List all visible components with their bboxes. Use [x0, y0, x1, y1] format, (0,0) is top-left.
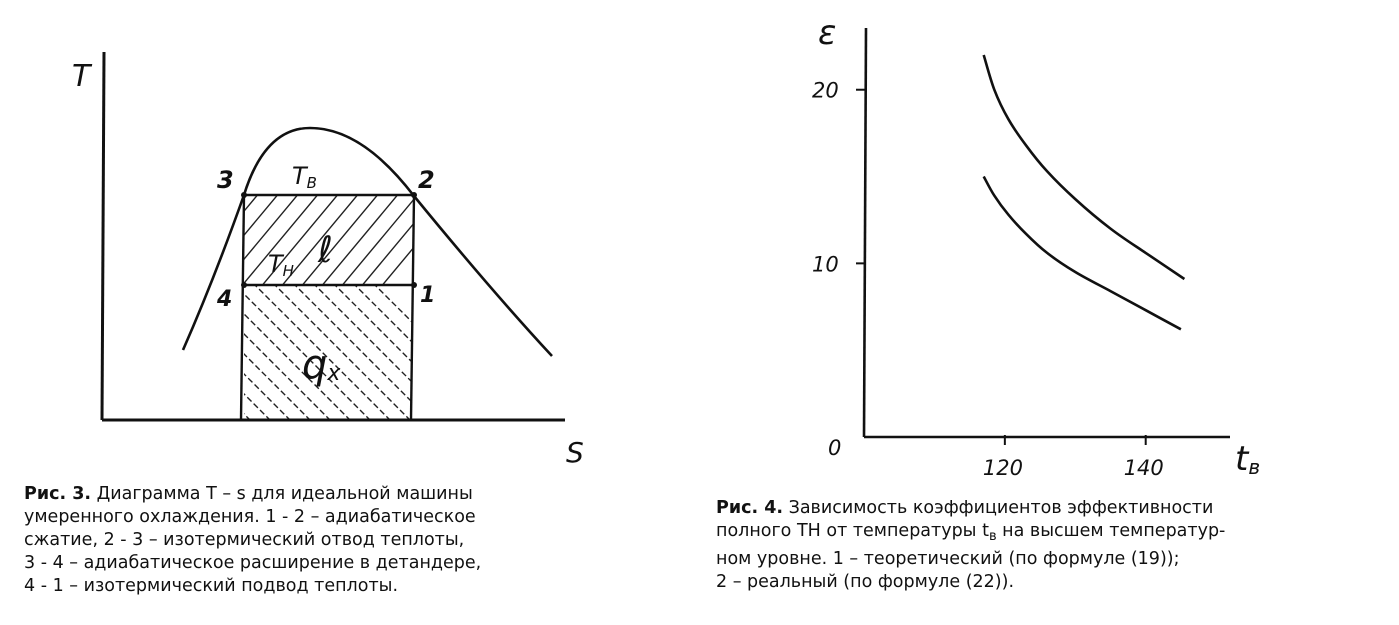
figure-4-caption-line-4: 2 – реальный (по формуле (22)).	[716, 572, 1015, 592]
chart-x-axis-label: tв	[1235, 439, 1261, 479]
y-tick-label-2: 0	[828, 436, 842, 460]
point-3-label: 3	[217, 166, 234, 194]
lower-temperature-label: ТН	[268, 250, 294, 280]
figure-4-caption-subscript: в	[988, 529, 997, 544]
y-tick-label-1: 10	[812, 252, 839, 277]
figure-4-caption-prefix: Рис. 4.	[716, 498, 784, 518]
x-tick-label-0: 120	[982, 456, 1023, 480]
saturation-dome	[183, 128, 552, 356]
point-1-label: 1	[420, 283, 436, 308]
series-line-1	[984, 55, 1185, 279]
upper-temperature-label: ТВ	[292, 162, 317, 192]
point-4-marker	[241, 282, 247, 288]
x-tick-label-1: 140	[1123, 456, 1164, 480]
figure-4-caption	[716, 497, 1366, 594]
y-tick-label-0: 20	[812, 78, 839, 103]
figure-3-caption-line-2: умеренного охлаждения. 1 - 2 – адиабатическое	[24, 507, 476, 527]
figure-3-caption-text-1: Диаграмма T – s для идеальной машины	[91, 484, 473, 504]
figure-3-caption-line-4: 3 - 4 – адиабатическое расширение в детандере,	[24, 553, 482, 573]
series-line-2	[984, 177, 1181, 330]
figure-4-caption-text-2a: полного ТН от температуры t	[716, 521, 989, 541]
heat-label: qх	[302, 342, 341, 388]
figure-3-caption-line-3: сжатие, 2 - 3 – изотермический отвод теплоты,	[24, 530, 465, 550]
work-label: ℓ	[318, 230, 333, 271]
point-2-label: 2	[418, 166, 435, 194]
ts-diagram	[72, 52, 584, 469]
chart-y-axis-label: ε	[818, 13, 837, 53]
figure-3-caption-line-1	[24, 483, 599, 506]
point-3-marker	[241, 192, 247, 198]
point-2-marker	[411, 192, 417, 198]
work-region-hatch	[150, 180, 470, 300]
figure-4-caption-line-3: ном уровне. 1 – теоретический (по формуле (19));	[716, 549, 1180, 569]
figure-3-caption	[24, 483, 599, 598]
ts-y-axis-label: T	[72, 59, 91, 94]
ts-x-axis-label: S	[566, 436, 584, 469]
figure-4-caption-text-1: Зависимость коэффициентов эффективности	[783, 498, 1214, 518]
figure-3-caption-prefix: Рис. 3.	[24, 484, 92, 504]
figure-3-caption-line-5: 4 - 1 – изотермический подвод теплоты.	[24, 576, 399, 596]
point-1-marker	[411, 282, 417, 288]
adiabat-1-2	[411, 195, 414, 420]
adiabat-3-4	[241, 195, 244, 420]
figure-4-caption-line-1	[716, 497, 1366, 520]
point-4-label: 4	[217, 287, 233, 312]
ts-y-axis	[102, 52, 104, 420]
figure-4-caption-text-2b: на высшем температур-	[996, 521, 1226, 541]
figure-4-caption-line-2	[716, 520, 1366, 548]
efficiency-chart	[812, 13, 1260, 480]
